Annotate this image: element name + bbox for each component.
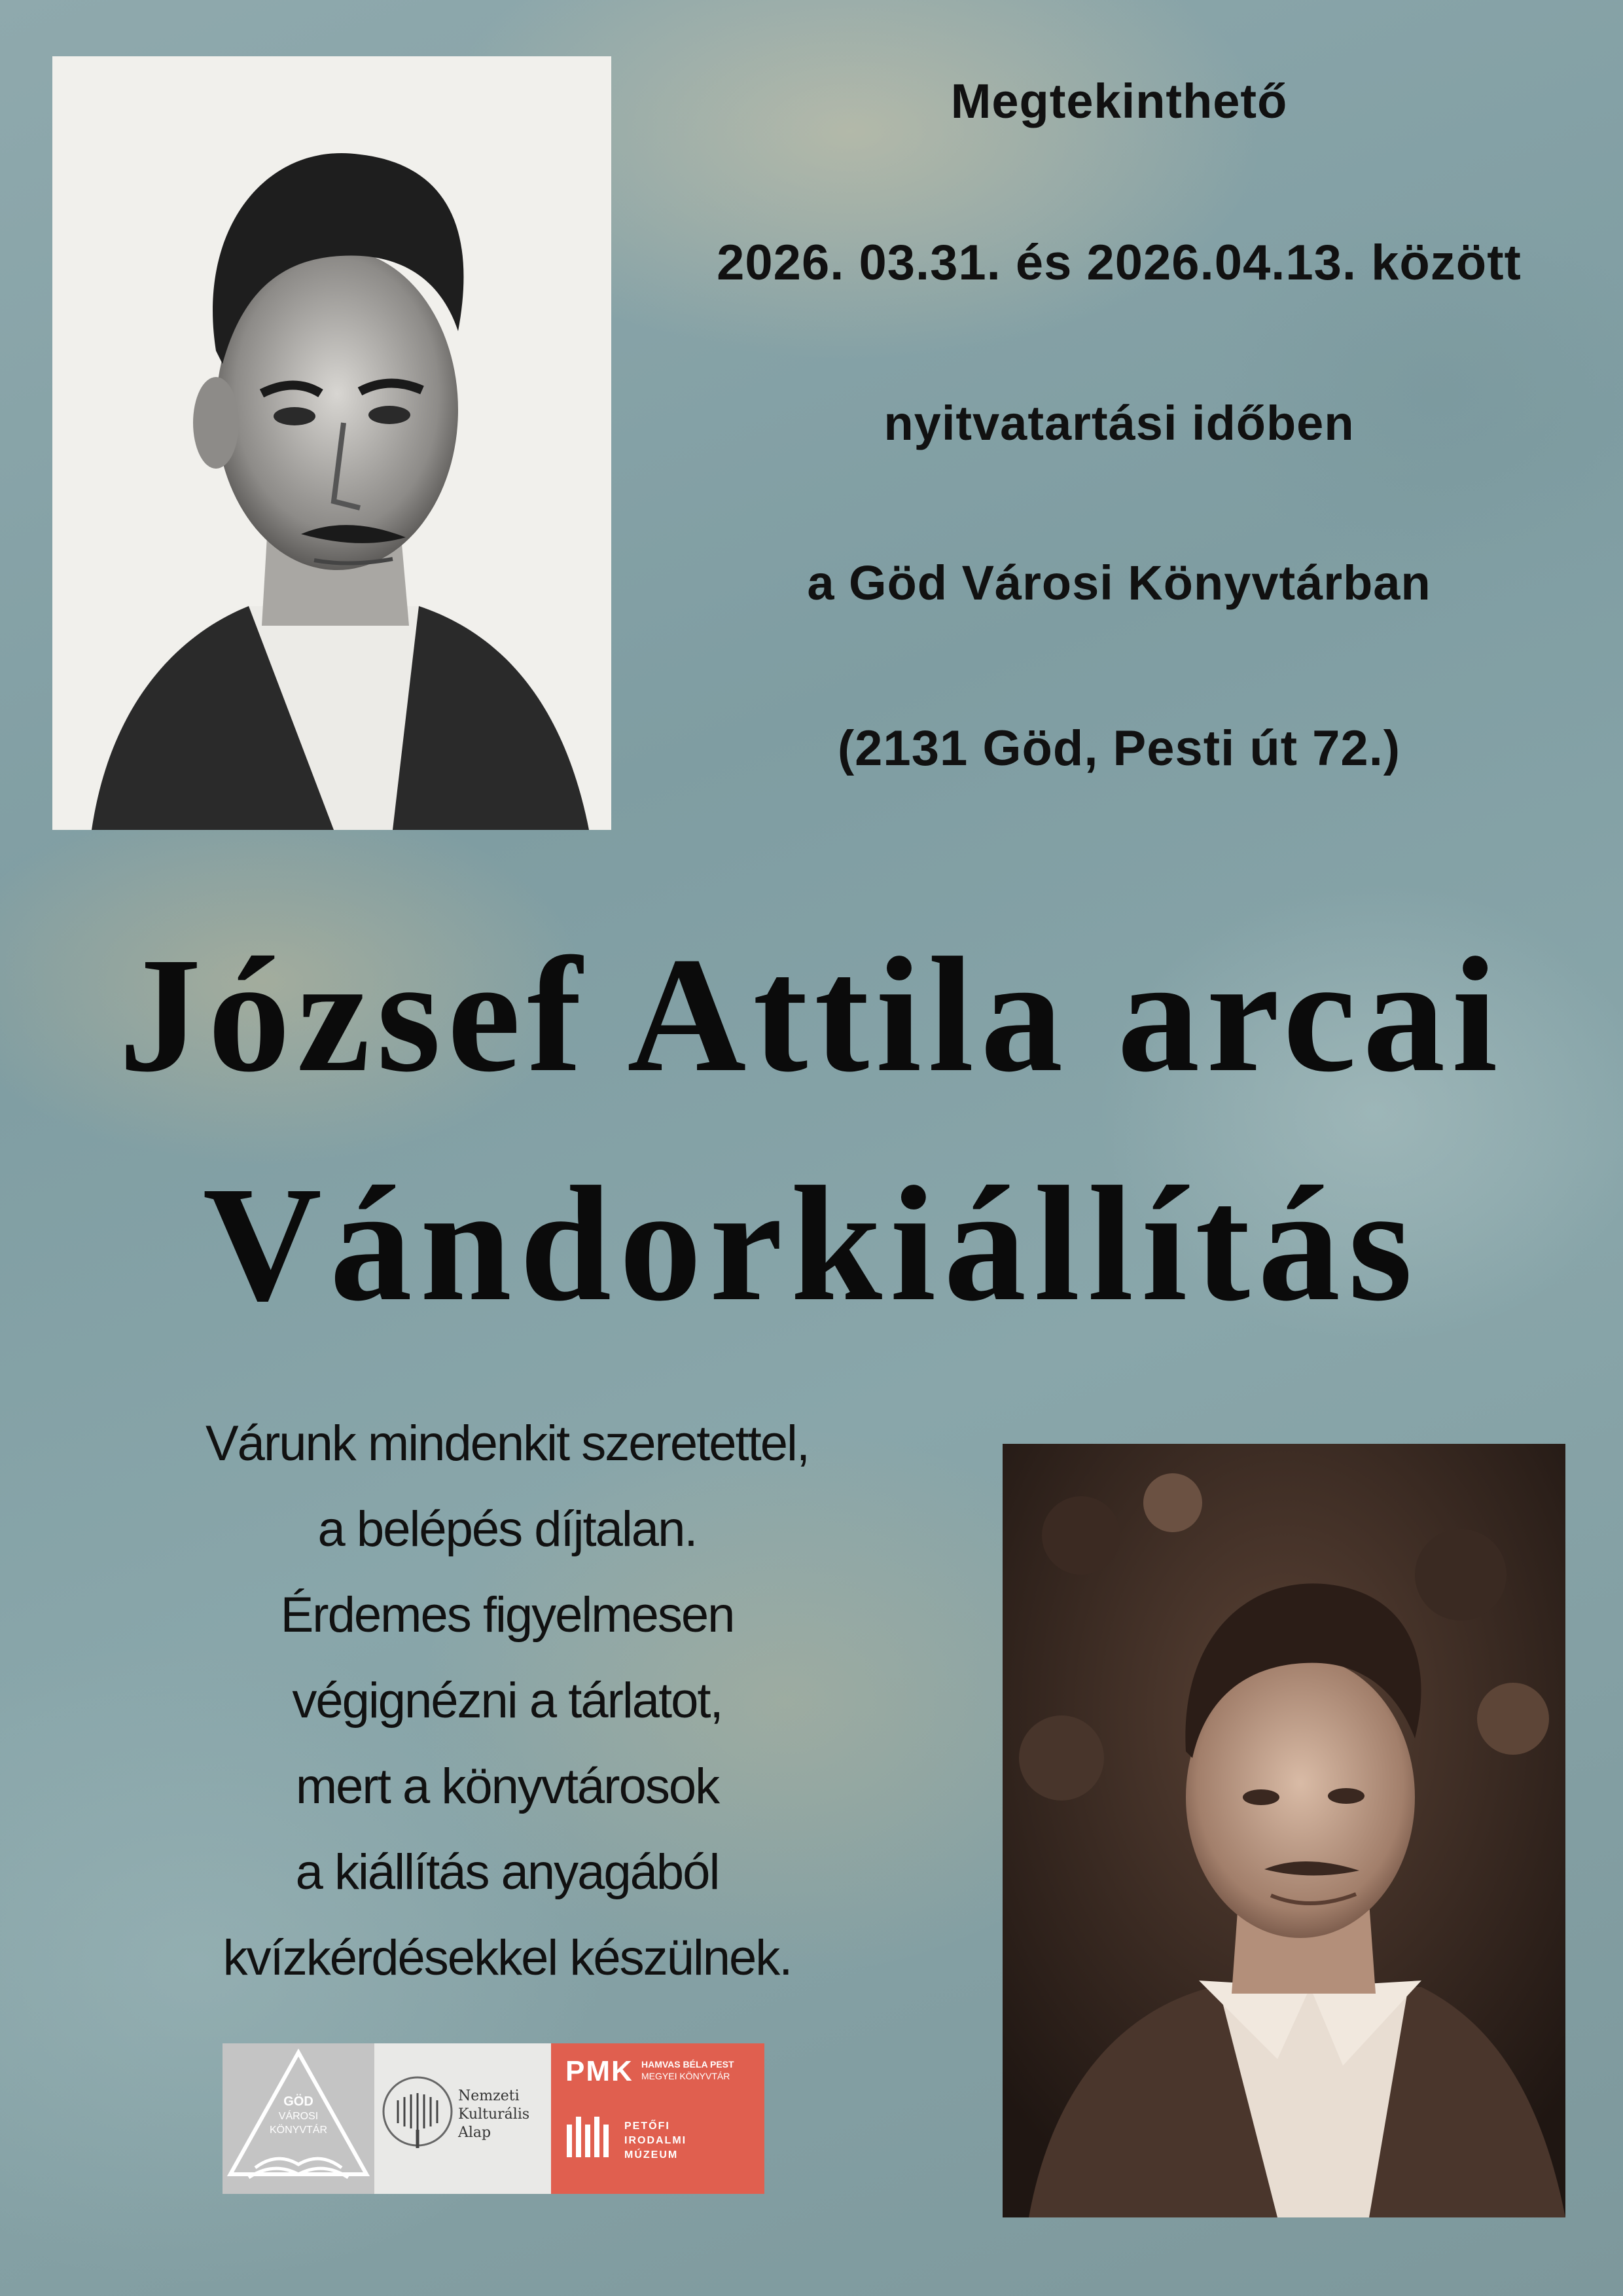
pim-line3: MÚZEUM [624,2149,679,2161]
pmk-pim-logo [551,2043,764,2194]
god-logo-top: GÖD [283,2094,313,2109]
portrait-photo-bw [52,56,611,830]
info-address: (2131 Göd, Pesti út 72.) [837,721,1401,776]
god-logo-mid: VÁROSI [278,2111,319,2122]
nka-logo [374,2043,551,2194]
invitation-line: a kiállítás anyagából [295,1844,719,1900]
pmk-subtitle2: MEGYEI KÖNYVTÁR [641,2071,730,2081]
invitation-line: a belépés díjtalan. [317,1501,697,1557]
info-visible-label: Megtekinthető [950,74,1288,128]
portrait-sepia-illustration [1003,1444,1565,2217]
pmk-brand: PMK [565,2055,633,2087]
portrait-photo-sepia [1003,1444,1565,2217]
god-logo-bottom: KÖNYVTÁR [269,2125,327,2136]
pim-line2: IRODALMI [624,2135,687,2146]
invitation-line: Érdemes figyelmesen [280,1587,734,1643]
portrait-bw-illustration [52,56,611,830]
god-library-logo [223,2043,374,2194]
invitation-line: végignézni a tárlatot, [292,1673,722,1729]
nka-line2: Kulturális [458,2106,530,2123]
pim-line1: PETŐFI [624,2121,670,2132]
invitation-line: mert a könyvtárosok [295,1759,719,1814]
pmk-subtitle1: HAMVAS BÉLA PEST [641,2059,734,2070]
info-opening-hours: nyitvatartási időben [883,396,1355,450]
exhibition-title: József Attila arcai [118,923,1505,1106]
invitation-text [105,1401,910,2001]
nka-line1: Nemzeti [458,2088,520,2104]
tree-icon [378,2071,457,2162]
pim-bars-icon [565,2111,618,2164]
info-venue: a Göd Városi Könyvtárban [807,556,1431,610]
info-date-range: 2026. 03.31. és 2026.04.13. között [717,235,1522,291]
exhibition-subtitle: Vándorkiállítás [202,1152,1421,1335]
sponsor-logos [223,2043,764,2194]
invitation-line: kvízkérdésekkel készülnek. [223,1930,792,1986]
invitation-line: Várunk mindenkit szeretettel, [205,1416,810,1471]
nka-line3: Alap [458,2125,491,2141]
